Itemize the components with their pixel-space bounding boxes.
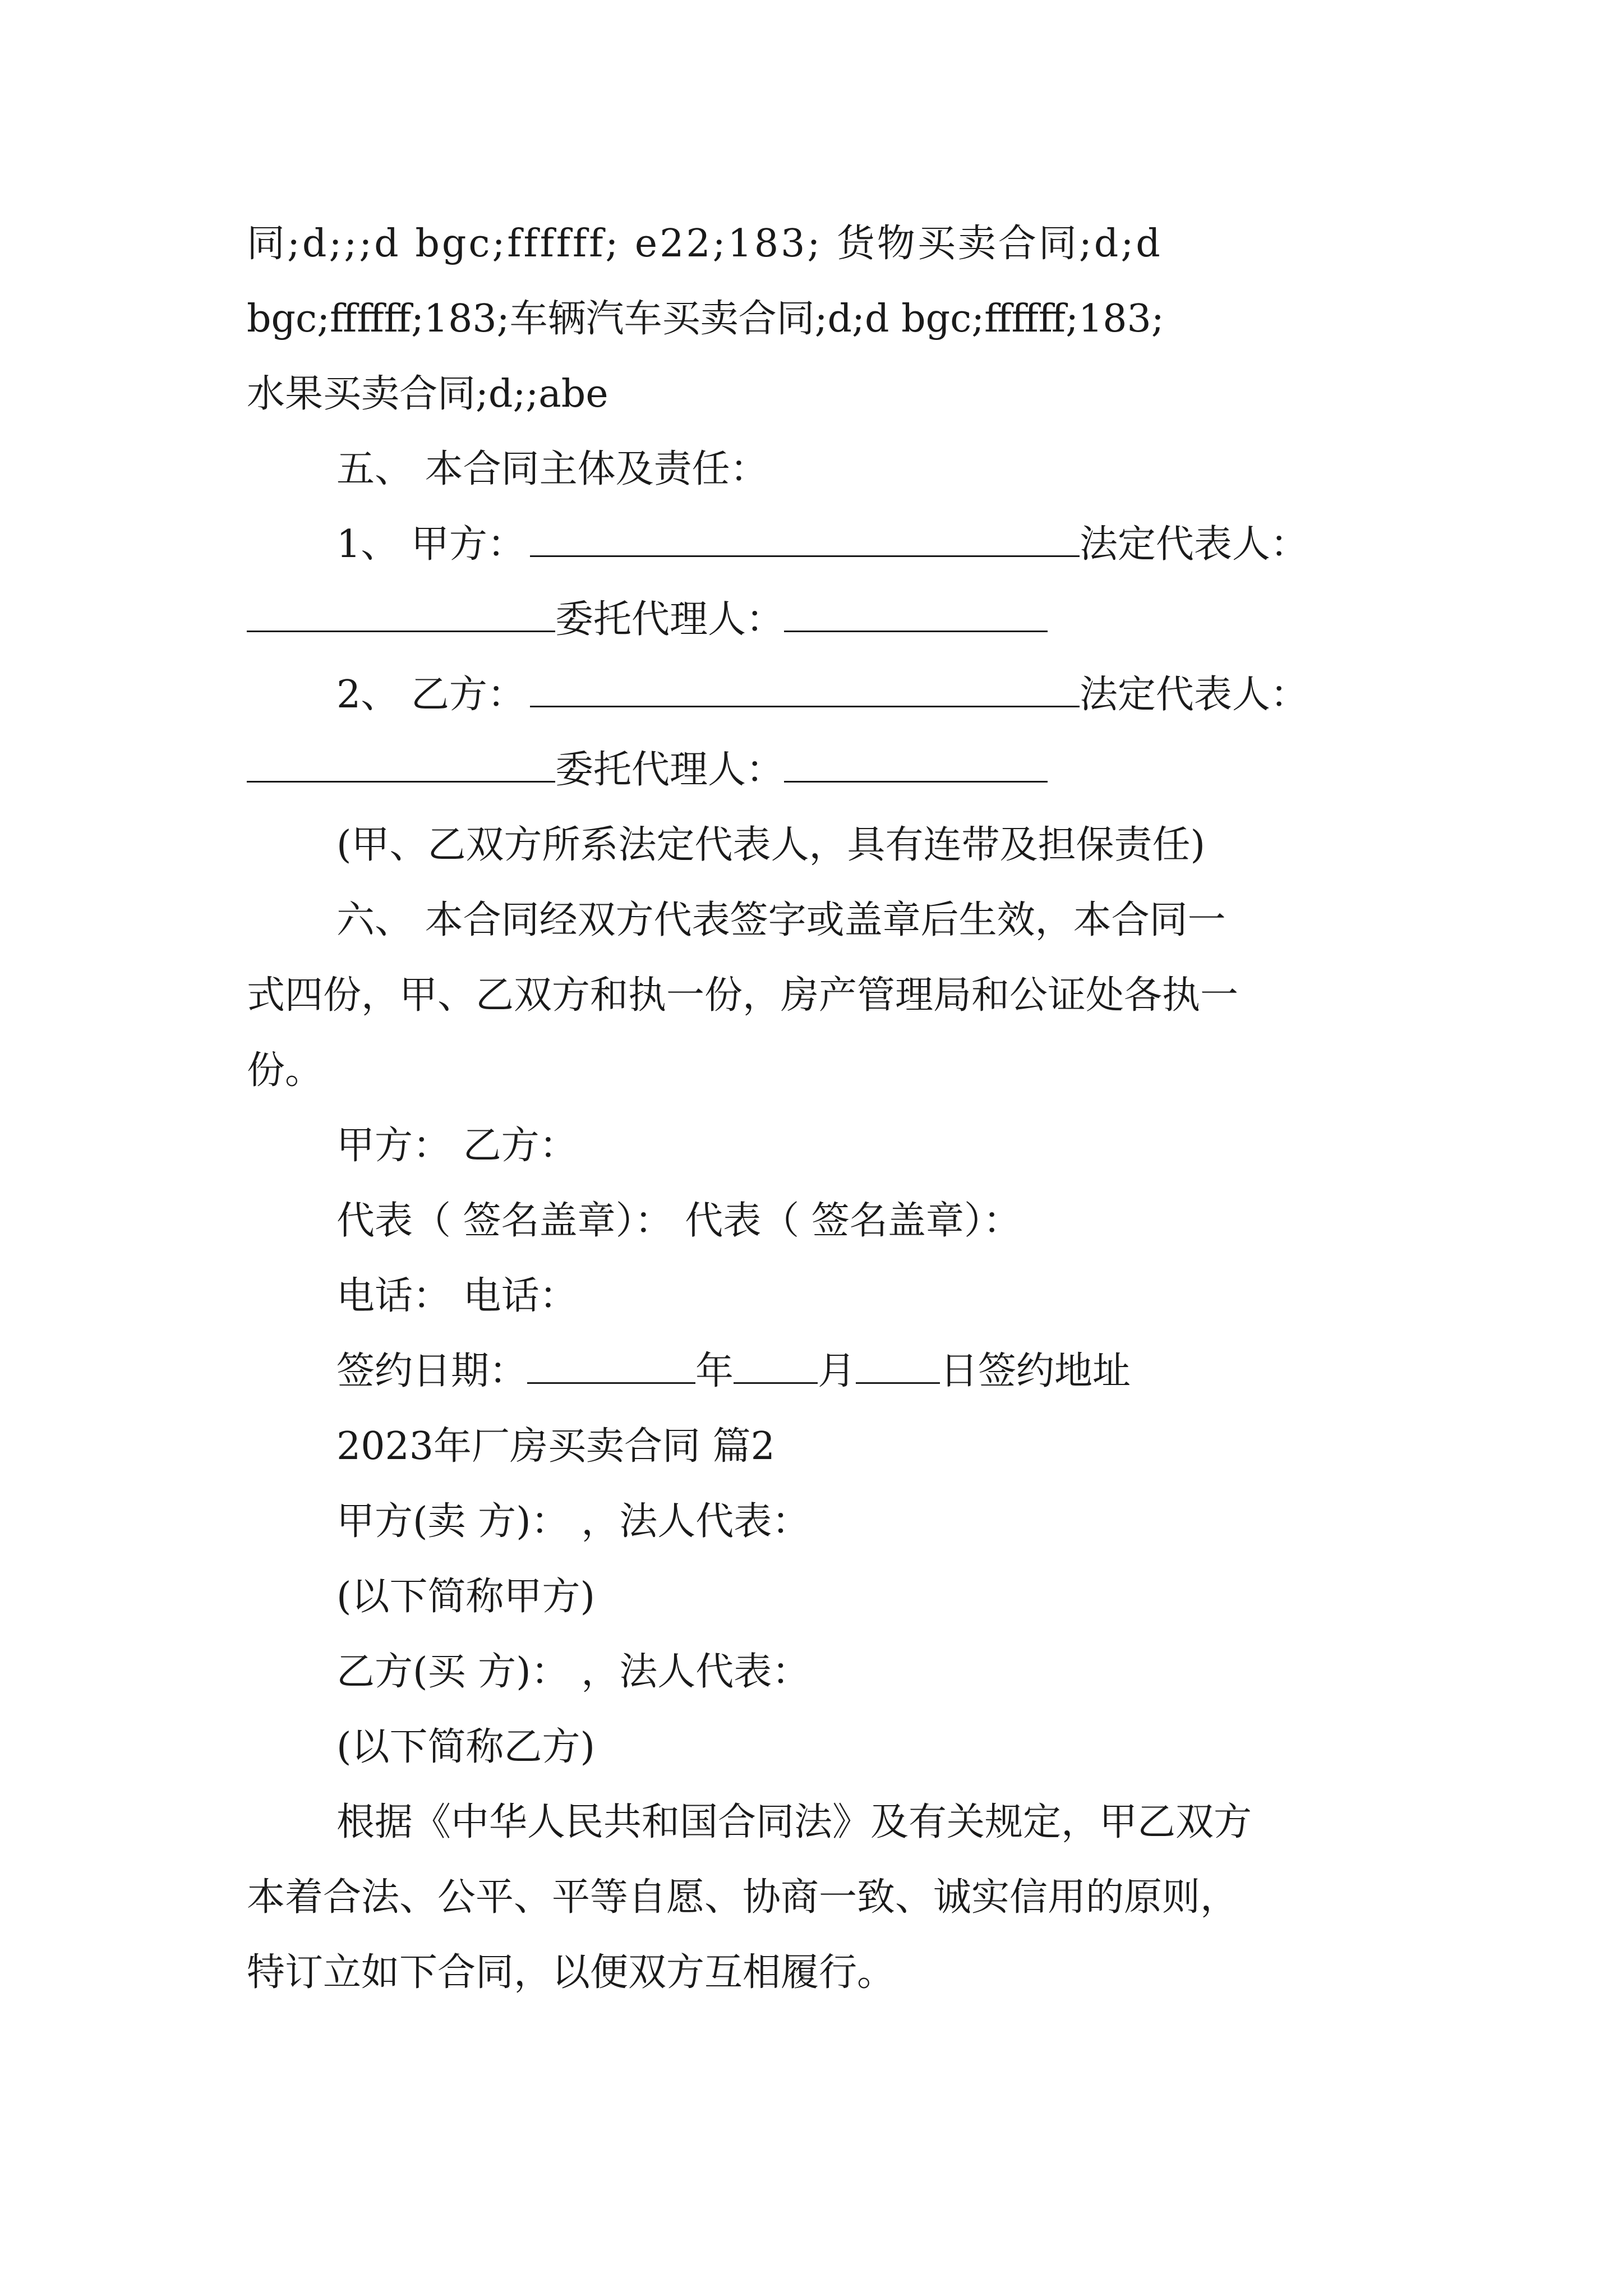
party-a-agent-blank <box>784 596 1048 632</box>
contract-2-title: 2023年厂房买卖合同 篇2 <box>336 1424 775 1469</box>
section-six-line-3: 份。 <box>247 1048 324 1093</box>
party-a-legal-rep-label: 法定代表人： <box>1079 522 1308 567</box>
signature-parties: 甲方： 乙方： <box>336 1124 578 1168</box>
party-b-blank <box>530 671 1080 707</box>
day-blank <box>856 1347 940 1384</box>
buyer-abbrev: (以下简称乙方) <box>336 1725 596 1769</box>
section-six-line-1: 六、 本合同经双方代表签字或盖章后生效，本合同一 <box>336 898 1226 942</box>
section-six-line-2: 式四份，甲、乙双方和执一份，房产管理局和公证处各执一 <box>247 973 1239 1018</box>
section-five-heading: 五、 本合同主体及责任： <box>336 447 768 491</box>
party-a-line <box>336 519 1391 570</box>
year-blank <box>527 1347 695 1384</box>
signing-date-label: 签约日期： <box>336 1349 528 1393</box>
month-blank <box>734 1347 818 1384</box>
liability-note: (甲、乙双方所系法定代表人，具有连带及担保责任) <box>336 823 1206 867</box>
party-a-label: 1、 甲方： <box>336 522 525 567</box>
party-b-legal-rep-label: 法定代表人： <box>1079 673 1308 717</box>
month-label: 月 <box>818 1349 856 1393</box>
body-line-2: bgc;ffffff;183;车辆汽车买卖合同;d;d bgc;ffffff;183; <box>247 297 1164 341</box>
seller-line: 甲方(卖 方)： ，法人代表： <box>336 1499 810 1544</box>
body-line-1: 同;d;;;d bgc;ffffff; e22;183; 货物买卖合同;d;d <box>247 222 1163 266</box>
party-a-agent-label: 委托代理人： <box>555 597 785 642</box>
body-line-3: 水果买卖合同;d;;abe <box>247 372 608 416</box>
seller-abbrev: (以下简称甲方) <box>336 1575 596 1619</box>
party-a-blank <box>530 521 1080 557</box>
signature-representatives: 代表（ 签名盖章）： 代表（ 签名盖章）： <box>336 1199 1021 1243</box>
party-b-agent-blank <box>784 746 1048 783</box>
party-b-legal-rep-blank <box>247 746 555 783</box>
preamble-line-2: 本着合法、公平、平等自愿、协商一致、诚实信用的原则， <box>247 1875 1239 1920</box>
buyer-line: 乙方(买 方)： ，法人代表： <box>336 1650 810 1694</box>
year-label: 年 <box>695 1349 734 1393</box>
preamble-line-1: 根据《中华人民共和国合同法》及有关规定，甲乙双方 <box>336 1800 1252 1844</box>
party-b-line <box>336 670 1391 720</box>
signing-date-line <box>336 1346 1391 1397</box>
party-b-label: 2、 乙方： <box>336 673 525 717</box>
party-b-agent-line <box>247 745 1391 795</box>
preamble-line-3: 特订立如下合同，以便双方互相履行。 <box>247 1950 896 1995</box>
day-address-label: 日签约地址 <box>940 1349 1131 1393</box>
party-b-agent-label: 委托代理人： <box>555 748 785 792</box>
party-a-legal-rep-blank <box>247 596 555 632</box>
party-a-agent-line <box>247 595 1391 645</box>
signature-phones: 电话： 电话： <box>336 1274 578 1318</box>
